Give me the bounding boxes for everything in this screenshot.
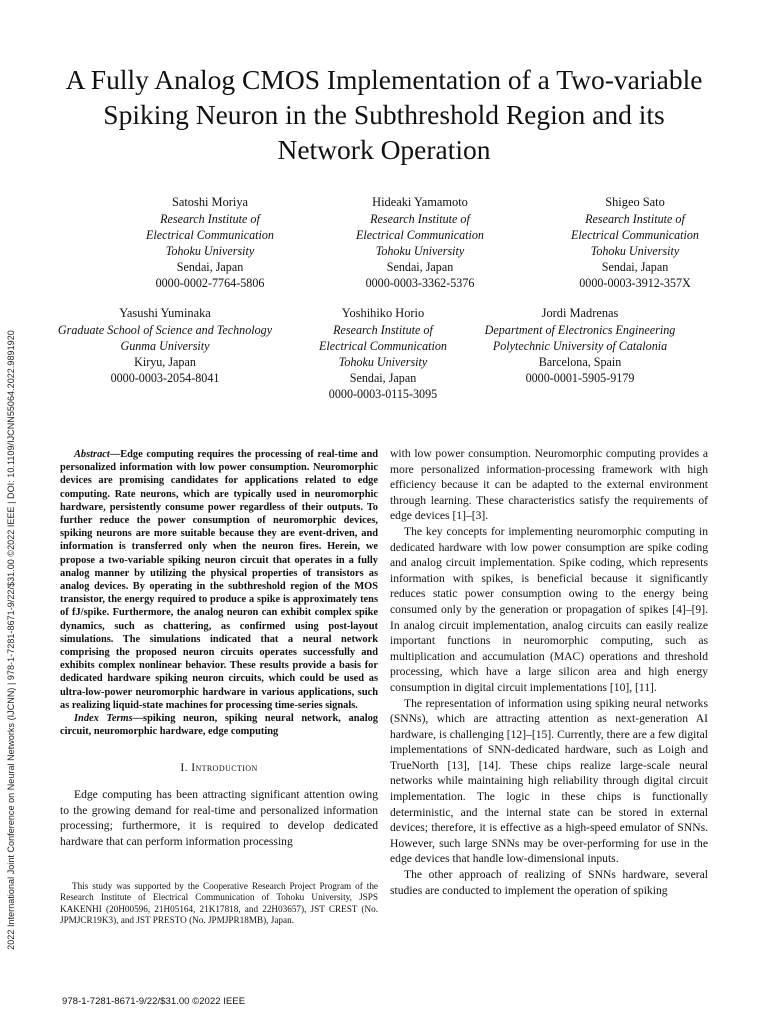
index-terms — [60, 712, 378, 738]
intro-paragraph: Edge computing has been attracting significant attention owing to the growing demand for real-time and personalized information processing; furthermore, it is required to develop dedicated hardware that can perform information processing — [60, 788, 378, 848]
author-affiliation: Polytechnic University of Catalonia — [492, 339, 668, 353]
index-terms-lead: Index Terms — [74, 713, 133, 725]
author-orcid: 0000-0003-0115-3095 — [328, 387, 438, 401]
body-paragraph: with low power consumption. Neuromorphic computing provides a more personalized information-processing framework with high efficiency because it can be adapted to the external environment through learning. These characteristics satisfy the requirements of edge devices [1]–[3]. — [390, 447, 708, 523]
abstract-lead: Abstract — [74, 449, 110, 460]
author-name: Shigeo Sato — [605, 195, 665, 209]
author-affiliation: Electrical Communication — [571, 228, 699, 242]
doi-sidebar — [0, 300, 22, 980]
author-city: Sendai, Japan — [349, 371, 417, 385]
author-city: Sendai, Japan — [601, 260, 669, 274]
author-block-2 — [310, 194, 530, 291]
author-block-5 — [283, 305, 483, 402]
abstract-text: —Edge computing requires the processing of real-time and personalized information with low power consumption. Neuromorphic devices are promising candidates for applications related to edge computing. Rate neurons, which are typically used in neuromorphic hardware, persistently consume power regardless of their outputs. To further reduce the power consumption of neuromorphic devices, spiking neurons are more suitable because they are event-driven, and information is transferred only when the neuron fires. Herein, we propose a two-variable spiking neuron circuit that operates in a fully analog manner by utilizing the physical properties of transistors as analog devices. By operating in the subthreshold region of the MOS transistor, the energy required to produce a spike is approximately tens of fJ/spike. Furthermore, the analog neuron can exhibit complex spike dynamics, such as chattering, as confirmed using post-layout simulations. The simulations indicated that a neural network comprising the proposed neuron circuits operates successfully and exhibits complex nonlinear behavior. These results provide a basis for dedicated hardware spiking neuron circuits, which could be used as ultra-low-power neuromorphic hardware in various applications, such as realizing liquid-state machines for processing time-series signals. — [60, 449, 378, 711]
author-name: Yoshihiko Horio — [341, 306, 425, 320]
author-affiliation: Research Institute of — [370, 212, 470, 226]
author-block-1 — [100, 194, 320, 291]
author-name: Yasushi Yuminaka — [119, 306, 211, 320]
body-paragraph: The other approach of realizing of SNNs hardware, several studies are conducted to implement the operation of spiking — [390, 868, 708, 897]
author-orcid: 0000-0001-5905-9179 — [525, 371, 635, 385]
author-name: Jordi Madrenas — [541, 306, 619, 320]
author-block-6 — [460, 305, 700, 386]
author-block-4 — [40, 305, 290, 386]
author-name: Satoshi Moriya — [171, 195, 249, 209]
abstract — [60, 448, 378, 712]
author-orcid: 0000-0003-2054-8041 — [110, 371, 220, 385]
author-orcid: 0000-0002-7764-5806 — [155, 276, 265, 290]
left-column — [60, 448, 378, 849]
copyright-footer: 978-1-7281-8671-9/22/$31.00 ©2022 IEEE — [62, 996, 246, 1007]
funding-footnote: This study was supported by the Cooperative Research Project Program of the Research Institute of Electrical Communication of Tohoku University, JSPS KAKENHI (20H00596, 21H05164, 21K17818, and 22H03657), JST CREST (No. JPMJCR19K3), and JST PRESTO (No. JPMJPR18MB), Japan. — [60, 881, 378, 926]
author-city: Sendai, Japan — [176, 260, 244, 274]
author-city: Barcelona, Spain — [538, 355, 622, 369]
index-terms-text: —spiking neuron, spiking neural network, analog circuit, neuromorphic hardware, edge computing — [60, 713, 378, 738]
author-affiliation: Tohoku University — [375, 244, 465, 258]
author-city: Sendai, Japan — [386, 260, 454, 274]
author-affiliation: Gunma University — [120, 339, 210, 353]
paper-title: A Fully Analog CMOS Implementation of a Two-variable Spiking Neuron in the Subthreshold Region and its Network Operation — [65, 64, 703, 165]
author-affiliation: Electrical Communication — [319, 339, 447, 353]
author-affiliation: Research Institute of — [333, 323, 433, 337]
author-city: Kiryu, Japan — [134, 355, 196, 369]
sidebar-doi-text: 2022 International Joint Conference on Neural Networks (IJCNN) | 978-1-7281-8671-9/22/$31.00 ©2022 IEEE | DOI: 10.1109/IJCNN55064.2022.9891920 — [6, 330, 16, 950]
author-affiliation: Department of Electronics Engineering — [484, 323, 676, 337]
author-block-3 — [525, 194, 745, 291]
author-orcid: 0000-0003-3362-5376 — [365, 276, 475, 290]
author-affiliation: Electrical Communication — [146, 228, 274, 242]
author-affiliation: Graduate School of Science and Technology — [57, 323, 273, 337]
author-orcid: 0000-0003-3912-357X — [579, 276, 691, 290]
author-affiliation: Electrical Communication — [356, 228, 484, 242]
body-paragraph: The representation of information using spiking neural networks (SNNs), which are attracting attention as next-generation AI hardware, is challenging [12]–[15]. Currently, there are a few digital implementations of SNN-dedicated hardware, such as Loigh and TrueNorth [13], [14]. These chips realize large-scale neural networks while maintaining high reliability through digital circuit implementation. The logic in these chips is functionally deterministic, and the internal state can be stored in external devices; therefore, it is effective as a high-speed emulator of SNNs. However, such large SNNs may be over-performing for use in the edge devices that handle low-dimensional inputs. — [390, 696, 708, 866]
section-heading-introduction: I. Introduction — [180, 761, 258, 775]
author-affiliation: Tohoku University — [590, 244, 680, 258]
author-affiliation: Research Institute of — [160, 212, 260, 226]
author-affiliation: Tohoku University — [165, 244, 255, 258]
body-paragraph: The key concepts for implementing neuromorphic computing in dedicated hardware with low power consumption are spike coding and analog circuit implementation. Spike coding, which represents information with spikes, is beneficial because it significantly reduces static power consumption owing to the energy being consumed only by the generation or propagation of spikes [4]–[9]. In analog circuit implementation, analog circuits can easily realize important functions in neuromorphic computing, such as multiplication and accumulation (MAC) operations and threshold processing, which have a large silicon area and high energy consumption in digital circuit implementations [10], [11]. — [390, 524, 708, 694]
right-column — [390, 446, 708, 898]
author-affiliation: Tohoku University — [338, 355, 428, 369]
author-affiliation: Research Institute of — [585, 212, 685, 226]
author-name: Hideaki Yamamoto — [372, 195, 468, 209]
